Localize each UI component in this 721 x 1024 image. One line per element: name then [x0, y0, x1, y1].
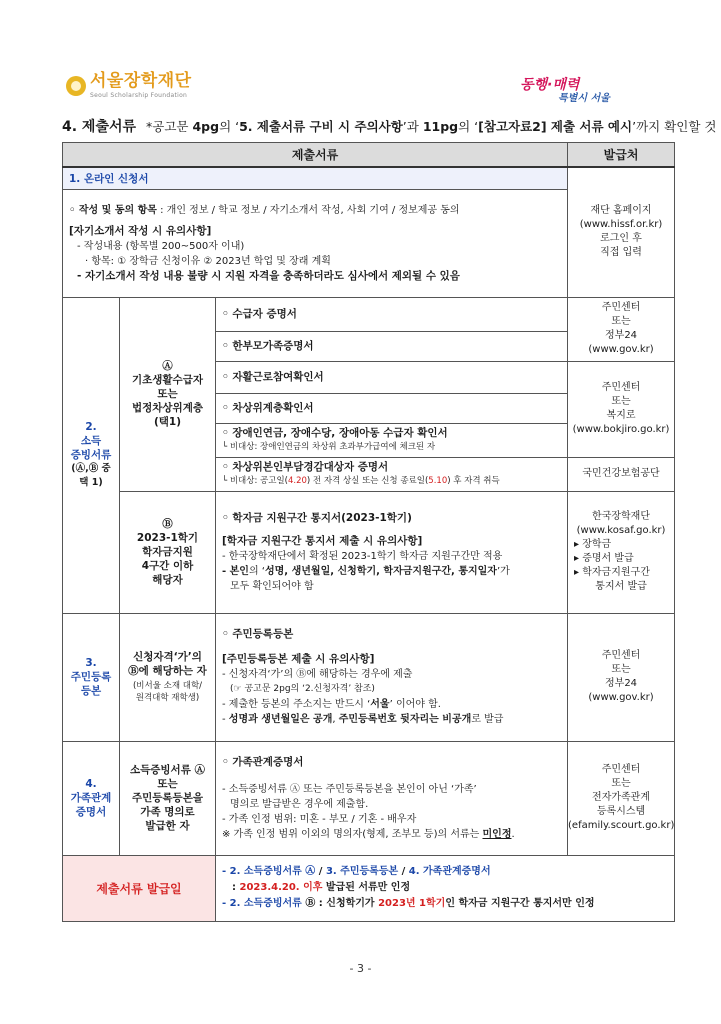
subcategory-text: 소득증빙서류 Ⓐ — [129, 764, 205, 776]
issue-text: / — [315, 866, 326, 877]
guide-title: [학자금 지원구간 통지서 제출 시 유의사항] — [222, 534, 423, 547]
guide-text: 로 발급 — [471, 714, 504, 725]
foundation-name-en: Seoul Scholarship Foundation — [90, 92, 188, 99]
issuer-line: 또는 — [611, 664, 631, 675]
issuer-line: 정부24 — [605, 330, 638, 341]
issue-date-label: 제출서류 발급일 — [63, 855, 216, 921]
guide-line: 명의로 발급받은 경우에 제출함. — [230, 798, 369, 810]
category-text: 주민등록 — [70, 671, 112, 683]
doc-note: ) 전 자격 상실 또는 신청 종료일( — [306, 476, 429, 486]
issue-date-body — [216, 855, 675, 921]
note-text: *공고문 — [146, 119, 193, 134]
issue-text: / — [398, 866, 409, 877]
table-row — [63, 741, 675, 855]
subcategory-text: 2023-1학기 — [136, 532, 199, 544]
issue-text: 4. 가족관계증명서 — [408, 866, 491, 877]
table-row — [63, 613, 675, 741]
issuer-line: 통지서 발급 — [595, 581, 647, 592]
issuer-line: 전자가족관계 — [592, 792, 651, 803]
issuer-bokjiro — [568, 361, 675, 457]
subcategory-text: 주민등록등본을 — [131, 792, 203, 804]
category-text: 가족관계 — [70, 792, 112, 804]
table-header-row — [63, 143, 675, 167]
header-docs: 제출서류 — [63, 143, 568, 167]
online-title: 1. 온라인 신청서 — [63, 167, 568, 190]
subcategory-text: 또는 — [157, 778, 178, 790]
doc-title: ◦ 가족관계증명서 — [222, 755, 304, 768]
issuer-line: 또는 — [611, 396, 631, 407]
subcategory-text: (택1) — [153, 416, 182, 428]
subcategory-text: 신청자격‘가’의 — [133, 651, 202, 663]
table-row — [63, 297, 675, 331]
subcategory-text: 해당자 — [152, 574, 183, 586]
note-text: 5. 제출서류 구비 시 주의사항 — [239, 119, 403, 134]
online-body — [63, 189, 568, 297]
income-b-category — [120, 491, 216, 613]
guide-text: - 제출한 등본의 주소지는 반드시 ‘ — [222, 699, 371, 710]
guide-text: 주민등록번호 뒷자리는 비공개 — [338, 714, 472, 725]
seal-icon — [66, 76, 86, 96]
category-text: 2. — [85, 421, 97, 433]
resident-body — [216, 613, 568, 741]
issuer-line: 복지로 — [606, 410, 636, 421]
doc-recipient-cert: ◦ 수급자 증명서 — [216, 297, 568, 331]
guide-text: ※ 가족 인정 범위 이외의 명의자(형제, 조부모 등)의 서류는 — [222, 828, 483, 840]
table-row — [63, 167, 675, 190]
category-text: 3. — [85, 657, 97, 669]
note-text: ’과 — [402, 119, 423, 134]
foundation-name: 서울장학재단 — [90, 71, 192, 91]
income-a-category — [120, 297, 216, 491]
guide-line: - 작성내용 (항목별 200~500자 이내) — [77, 240, 245, 252]
doc-note: ) 후 자격 취득 — [447, 476, 500, 486]
guide-text: 성명과 생년월일은 공개 — [228, 714, 333, 725]
issuer-gov24 — [568, 297, 675, 361]
issuer-line: 재단 홈페이지 — [590, 205, 652, 216]
subcategory-text: 학자금지원 — [142, 546, 193, 558]
issuer-menu: ▸ 증명서 발급 — [574, 553, 634, 564]
guide-line: (☞ 공고문 2pg의 ‘2.신청자격’ 참조) — [230, 684, 375, 694]
issue-date: 2023.4.20. 이후 — [239, 882, 323, 893]
issuer-link: (efamily.scourt.go.kr) — [568, 820, 675, 831]
documents-table — [62, 142, 675, 922]
doc-near-poverty: ◦ 차상위계층확인서 — [216, 393, 568, 423]
issue-text: 인 학자금 지원구간 통지서만 인정 — [445, 898, 595, 909]
issuer-menu: ▸ 학자금지원구간 — [574, 567, 650, 578]
guide-text: 미인정 — [482, 828, 512, 840]
table-row — [63, 855, 675, 921]
issuer-line: 정부24 — [605, 678, 638, 689]
subcategory-text: Ⓑ에 해당하는 자 — [128, 665, 207, 677]
family-subcategory — [120, 741, 216, 855]
income-b-body — [216, 491, 568, 613]
category-text: 증명서 — [75, 806, 107, 818]
guide-line: · 항목: ① 장학금 신청이유 ② 2023년 학업 및 장래 계획 — [85, 255, 331, 267]
issue-text: 발급된 서류만 인정 — [322, 882, 411, 893]
note-text: 11pg — [422, 119, 459, 134]
issuer-nhis: 국민건강보험공단 — [568, 457, 675, 491]
item-title: ◦ 작성 및 동의 항목 — [69, 204, 157, 216]
subcategory-text: 가족 명의로 — [140, 806, 195, 818]
issuer-link: (www.hissf.or.kr) — [579, 219, 663, 230]
issue-text: : — [232, 882, 240, 893]
doc-note: └ 비대상: 장애인연금의 차상위 초과부가급여에 체크된 자 — [222, 442, 436, 452]
guide-title: [자기소개서 작성 시 유의사항] — [69, 224, 212, 237]
category-text: 등본 — [80, 685, 102, 697]
subcategory-note: 원격대학 재학생) — [135, 693, 200, 703]
issuer-link: (www.bokjiro.go.kr) — [572, 424, 670, 435]
doc-self-support: ◦ 자활근로참여확인서 — [216, 361, 568, 393]
issue-text: 3. 주민등록등본 — [325, 866, 399, 877]
issuer-line: 주민센터 — [601, 302, 641, 313]
item-text: : 개인 정보 / 학교 정보 / 자기소개서 작성, 사회 기여 / 정보제공 동의 — [156, 204, 460, 216]
doc-title: ◦ 학자금 지원구간 통지서(2023-1학기) — [222, 511, 412, 524]
guide-line: - 한국장학재단에서 확정된 2023-1학기 학자금 지원구간만 적용 — [222, 550, 503, 562]
doc-note-date: 4.20 — [287, 476, 307, 486]
resident-category — [63, 613, 120, 741]
family-category — [63, 741, 120, 855]
guide-title: [주민등록등본 제출 시 유의사항] — [222, 653, 375, 665]
subcategory-text: Ⓐ — [162, 360, 173, 372]
guide-text: - — [222, 714, 229, 725]
subcategory-text: 4구간 이하 — [141, 560, 194, 572]
doc-title: ◦ 장애인연금, 장애수당, 장애아동 수급자 확인서 — [222, 427, 448, 439]
issuer-line: 주민센터 — [601, 764, 641, 775]
guide-text: 성명, 생년월일, 신청학기, 학자금지원구간, 통지일자 — [264, 565, 497, 577]
guide-line: - 소득증빙서류 Ⓐ 또는 주민등록등본을 본인이 아닌 ‘가족’ — [222, 783, 477, 795]
guide-line: 모두 확인되어야 함 — [230, 580, 314, 592]
online-issuer — [568, 167, 675, 298]
subcategory-note: (비서울 소재 대학/ — [132, 681, 203, 691]
subcategory-text: Ⓑ — [162, 518, 173, 530]
guide-line: - 자기소개서 작성 내용 불량 시 지원 자격을 충족하더라도 심사에서 제외될 수 있음 — [77, 269, 460, 282]
issuer-line: 등록시스템 — [596, 806, 646, 817]
page-number: - 3 - — [349, 962, 372, 975]
doc-note: └ 비대상: 공고일( — [222, 476, 288, 486]
subcategory-text: 또는 — [157, 388, 178, 400]
issue-date: 2023년 1학기 — [378, 898, 446, 909]
issuer-menu: ▸ 장학금 — [574, 539, 612, 550]
doc-disability — [216, 423, 568, 457]
slogan-line-2: 특별시 서울 — [558, 93, 610, 104]
seoul-slogan-logo — [520, 78, 610, 105]
issuer-line: 또는 — [611, 316, 631, 327]
guide-text: . — [511, 828, 515, 840]
issue-text: Ⓑ : 신청학기가 — [301, 898, 379, 909]
issuer-resident — [568, 613, 675, 741]
subcategory-text: 발급한 자 — [145, 820, 190, 832]
issuer-kosaf — [568, 491, 675, 613]
note-text: ’까지 확인할 것 — [632, 119, 717, 134]
issuer-link: (www.kosaf.go.kr) — [576, 525, 666, 536]
table-row — [63, 491, 675, 613]
doc-title: ◦ 차상위본인부담경감대상자 증명서 — [222, 461, 389, 473]
subcategory-text: 법정차상위계층 — [131, 402, 203, 414]
category-text: 택 1) — [79, 477, 103, 488]
guide-text: - 본인 — [222, 565, 249, 577]
header-issuer: 발급처 — [568, 143, 675, 167]
note-text: 의 ‘ — [219, 119, 240, 134]
issuer-line: 주민센터 — [601, 382, 641, 393]
doc-title: ◦ 주민등록등본 — [222, 628, 294, 640]
doc-single-parent: ◦ 한부모가족증명서 — [216, 331, 568, 361]
category-text: 소득 — [80, 435, 102, 447]
guide-text: ’가 — [496, 565, 510, 577]
issuer-link: (www.gov.kr) — [588, 692, 654, 703]
guide-line: - 가족 인정 범위: 미혼 - 부모 / 기혼 - 배우자 — [222, 813, 417, 825]
section-title — [62, 116, 717, 136]
issuer-line: 주민센터 — [601, 650, 641, 661]
note-text: 4pg — [192, 119, 220, 134]
note-text: [참고자료2] 제출 서류 예시 — [478, 119, 633, 134]
issuer-link: (www.gov.kr) — [588, 344, 654, 355]
foundation-logo — [66, 72, 192, 99]
note-text: 의 ‘ — [458, 119, 479, 134]
resident-subcategory — [120, 613, 216, 741]
guide-line: - 신청자격‘가’의 Ⓑ에 해당하는 경우에 제출 — [222, 669, 413, 680]
category-text: 증빙서류 — [70, 449, 112, 461]
issuer-line: 또는 — [611, 778, 631, 789]
issuer-line: 한국장학재단 — [592, 511, 651, 522]
income-category — [63, 297, 120, 613]
subcategory-text: 기초생활수급자 — [131, 374, 203, 386]
guide-text: , — [332, 714, 339, 725]
issuer-efamily — [568, 741, 675, 855]
issuer-line: 로그인 후 — [600, 233, 642, 244]
issue-text: - 2. 소득증빙서류 Ⓐ — [222, 866, 316, 877]
guide-text: ’ 이어야 함. — [389, 699, 441, 710]
guide-text: 의 ‘ — [248, 565, 265, 577]
issuer-line: 직접 입력 — [600, 247, 642, 258]
category-text: 4. — [85, 778, 97, 790]
category-text: (Ⓐ,Ⓑ 중 — [71, 463, 111, 474]
section-number: 4. 제출서류 — [62, 119, 137, 135]
doc-copay-reduction — [216, 457, 568, 491]
slogan-line-1: 동행·매력 — [520, 77, 580, 93]
family-body — [216, 741, 568, 855]
guide-text: 서울 — [370, 699, 390, 710]
issue-text: - 2. 소득증빙서류 — [222, 898, 302, 909]
doc-note-date: 5.10 — [428, 476, 448, 486]
